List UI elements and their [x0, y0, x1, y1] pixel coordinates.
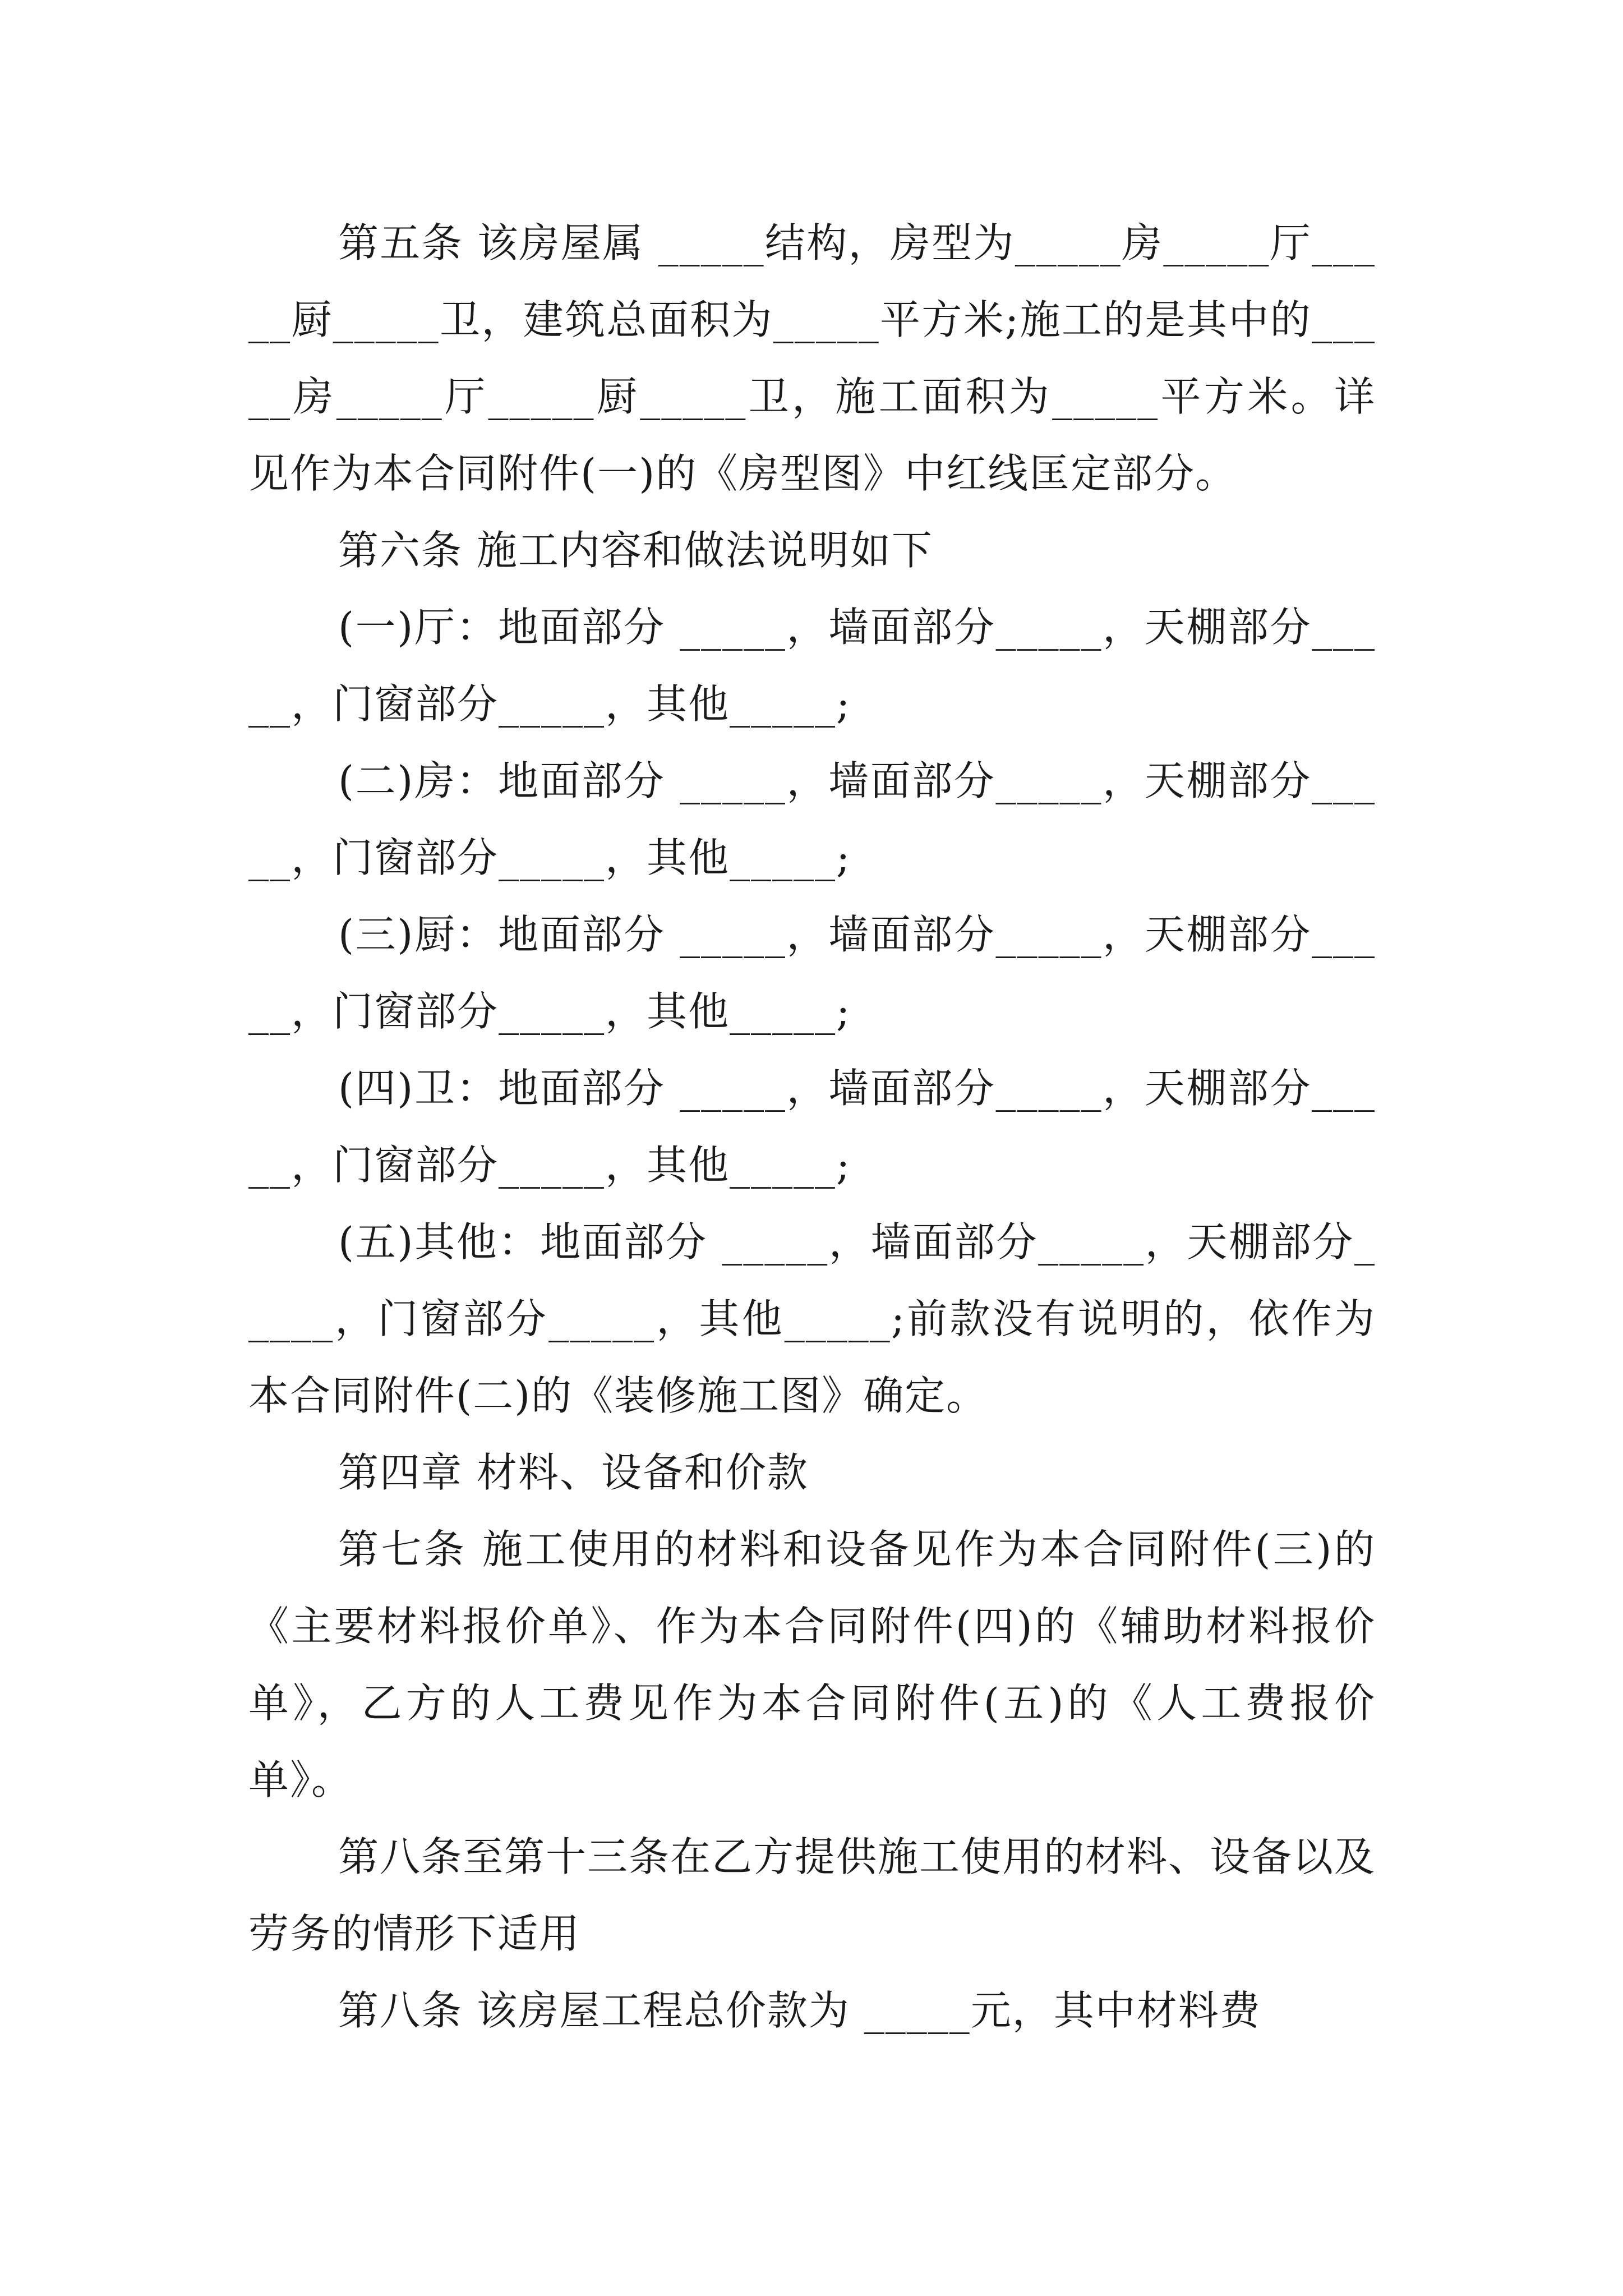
item-5-other: (五)其他：地面部分 _____，墙面部分_____，天棚部分_____，门窗部分_____，其他_____;前款没有说明的，依作为本合同附件(二)的《装修施工图》确定。: [248, 1218, 1376, 1419]
item-4-bathroom: (四)卫：地面部分 _____，墙面部分_____，天棚部分_____，门窗部分_____，其他_____;: [248, 1065, 1376, 1189]
article-5-paragraph: 第五条 该房屋属 _____结构，房型为_____房_____厅_____厨_____卫，建筑总面积为_____平方米;施工的是其中的_____房_____厅_____厨_____卫，施工面积为_____平方米。详见作为本合同附件(一)的《房型图》中红线匡定部分。: [248, 219, 1376, 497]
article-8-paragraph: 第八条 该房屋工程总价款为 _____元，其中材料费: [338, 1987, 1261, 2034]
article-7-paragraph: 第七条 施工使用的材料和设备见作为本合同附件(三)的《主要材料报价单》、作为本合同附件(四)的《辅助材料报价单》，乙方的人工费见作为本合同附件(五)的《人工费报价单》。: [248, 1526, 1376, 1803]
article-6-heading: 第六条 施工内容和做法说明如下: [338, 527, 933, 574]
item-1-hall: (一)厅：地面部分 _____，墙面部分_____，天棚部分_____，门窗部分_____，其他_____;: [248, 604, 1376, 728]
chapter-4-heading: 第四章 材料、设备和价款: [338, 1449, 809, 1496]
articles-8-13-note: 第八条至第十三条在乙方提供施工使用的材料、设备以及劳务的情形下适用: [248, 1833, 1376, 1957]
item-3-kitchen: (三)厨：地面部分 _____，墙面部分_____，天棚部分_____，门窗部分_____，其他_____;: [248, 911, 1376, 1035]
item-2-room: (二)房：地面部分 _____，墙面部分_____，天棚部分_____，门窗部分_____，其他_____;: [248, 757, 1376, 881]
